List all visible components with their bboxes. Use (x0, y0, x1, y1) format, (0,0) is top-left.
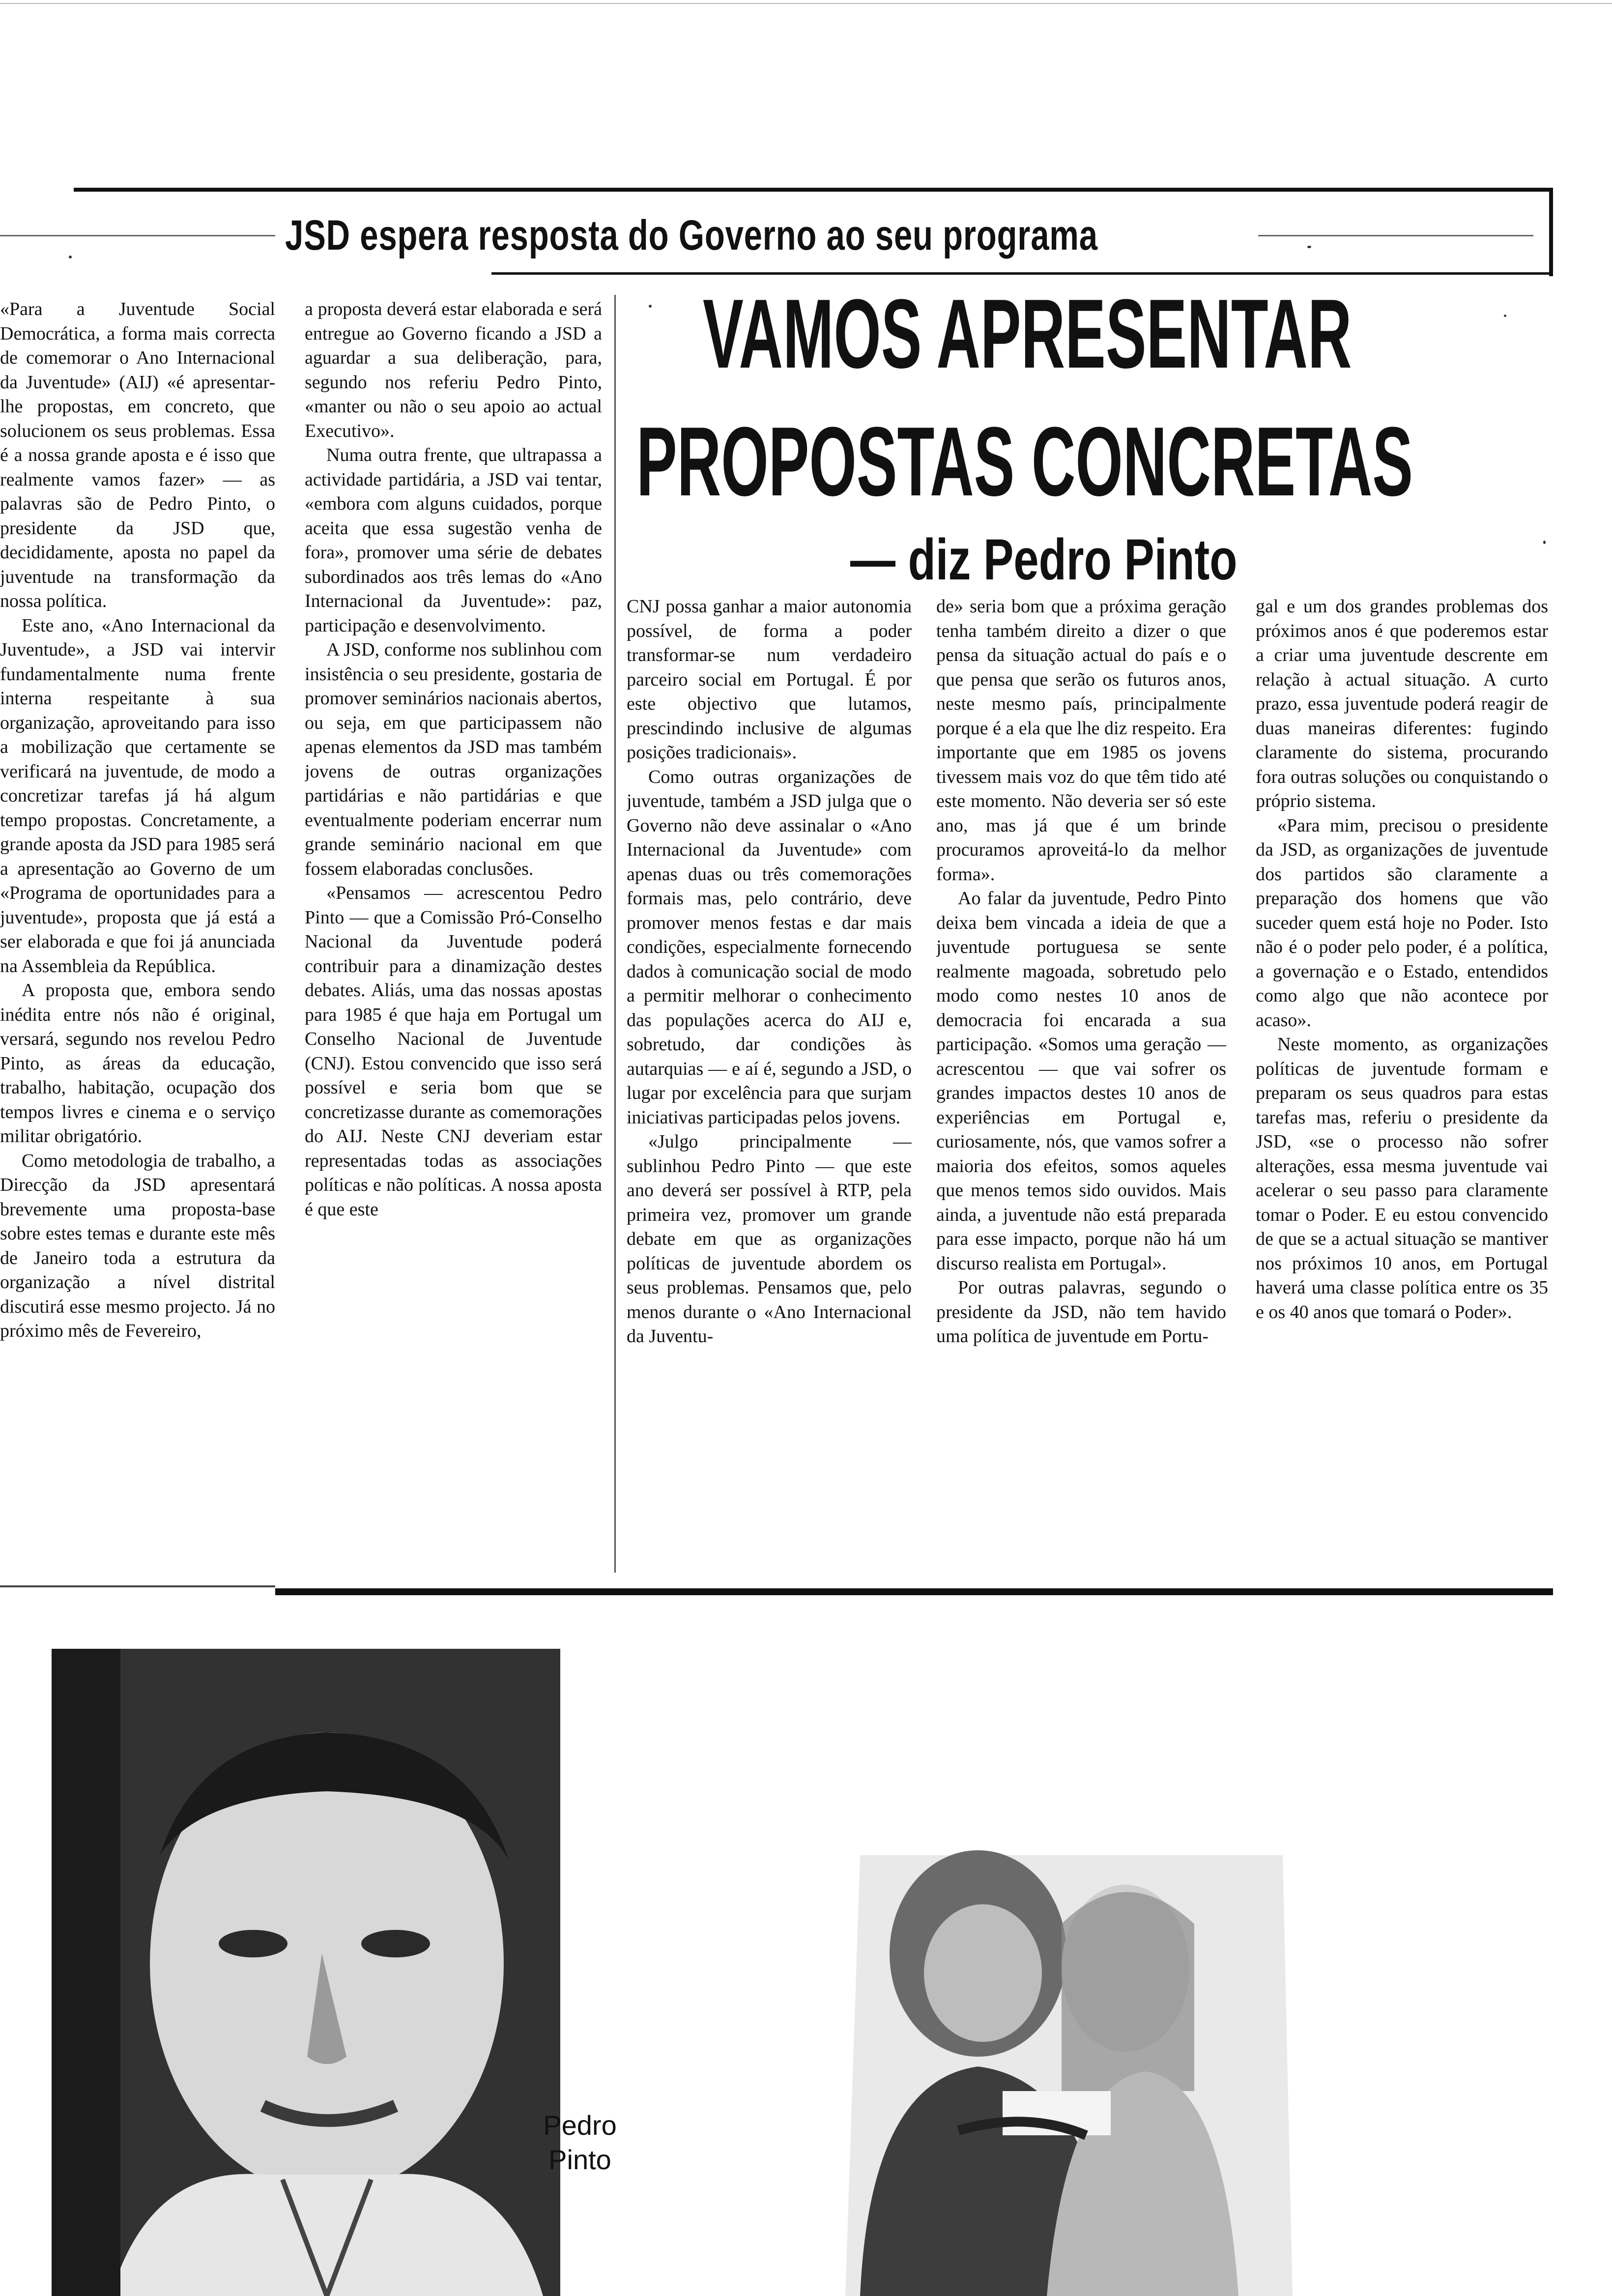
col5-paragraph: «Para mim, precisou o presidente da JSD, as organizações de juventude dos partidos são claramente a preparação dos homens que vão suceder quem está hoje no Poder. Isto não é o poder pelo poder, é a política, a governação e o Estado, entendidos como algo que não acontece por acaso». (1256, 815, 1548, 1031)
col4-paragraph: de» seria bom que a próxima geração tenha também direito a dizer o que pensa da situação actual do país e o que pensa que serão os futuros anos, neste mesmo país, principalmente porque é a ela que lhe diz respeito. Era importante que em 1985 os jovens tivessem mais voz do que têm tido até este momento. Não deveria ser só este ano, mas já que é um brinde procuramos aproveitá-lo da melhor forma». (936, 596, 1226, 885)
col4-paragraph: Por outras palavras, segundo o presidente da JSD, não tem havido uma política de juventude em Portu- (936, 1277, 1226, 1347)
print-speck (1504, 315, 1506, 317)
col1-paragraph: Este ano, «Ano Internacional da Juventude», a JSD vai intervir fundamentalmente numa frente interna respeitante à sua organização, aproveitando para isso a mobilização que certamente se verificará na juventude, de modo a concretizar tarefas já há algum tempo propostas. Concretamente, a grande aposta da JSD para 1985 será a apresentação ao Governo de um «Programa de oportunidades para a juventude», proposta que já está a ser elaborada e que foi já anunciada na Assembleia da República. (0, 615, 275, 976)
column-divider (614, 295, 616, 1573)
col2-paragraph: a proposta deverá estar elaborada e será entregue ao Governo ficando a JSD a aguardar a sua deliberação, para, segundo nos referiu Pedro Pinto, «manter ou não o seu apoio ao actual Executivo». (305, 299, 602, 441)
kicker-title: JSD espera resposta do Governo ao seu programa (285, 212, 1098, 259)
article-column-4 (936, 595, 1226, 1585)
portrait-photo (52, 1649, 560, 2296)
col5-paragraph: Neste momento, as organizações políticas de juventude formam e preparam os seus quadros para estas tarefas mas, referiu o presidente da JSD, «se o processo não sofrer alterações, essa mesma juventude vai acelerar o seu passo para claramente tomar o Poder. E eu estou convencido de que se a actual situação se mantiver nos próximos 10 anos, em Portugal haverá uma classe política entre os 35 e os 40 anos que tomará o Poder». (1256, 1034, 1548, 1322)
portrait-photo-graphic (52, 1649, 560, 2296)
article-column-2 (305, 297, 602, 1585)
print-speck (69, 256, 72, 258)
article-column-5 (1256, 595, 1548, 1585)
print-speck (1307, 246, 1311, 248)
col1-paragraph: A proposta que, embora sendo inédita entre nós não é original, versará, segundo nos revelou Pedro Pinto, as áreas da educação, trabalho, habitação, ocupação dos tempos livres e cinema e o serviço militar obrigatório. (0, 980, 275, 1147)
headline-line-2: PROPOSTAS CONCRETAS (636, 407, 1413, 517)
article-column-1 (0, 297, 275, 1585)
col2-paragraph: Numa outra frente, que ultrapassa a actividade partidária, a JSD vai tentar, «embora com alguns cuidados, porque aceita que essa sugestão venha de fora», promover uma série de debates subordinados aos três lemas do «Ano Internacional da Juventude»: paz, participação e desenvolvimento. (305, 445, 602, 636)
col5-paragraph: gal e um dos grandes problemas dos próximos anos é que poderemos estar a criar uma juventude descrente em relação à actual situação. A curto prazo, essa juventude poderá reagir de duas maneiras diferentes: fugindo claramente do sistema, procurando fora outras soluções ou conquistando o próprio sistema. (1256, 596, 1548, 811)
top-edge-mark (0, 3, 1612, 4)
col2-paragraph: A JSD, conforme nos sublinhou com insistência o seu presidente, gostaria de promover seminários nacionais abertos, ou seja, em que participassem não apenas elementos da JSD mas também jovens de outras organizações partidárias e não partidárias e que eventualmente poderiam encerrar num grande seminário nacional em que fossem elaboradas conclusões. (305, 639, 602, 879)
headline-byline: — diz Pedro Pinto (850, 527, 1238, 592)
kicker-bottom-rule (491, 272, 1553, 275)
group-photo (772, 1649, 1327, 2296)
col2-paragraph: «Pensamos — acrescentou Pedro Pinto — que a Comissão Pró-Conselho Nacional da Juventude poderá contribuir para a dinamização destes debates. Aliás, uma das nossas apostas para 1985 é que haja em Portugal um Conselho Nacional de Juventude (CNJ). Estou convencido que isso será possível e seria bom que se concretizasse durante as comemorações do AIJ. Neste CNJ deveriam estar representadas todas as associações políticas e não políticas. A nossa aposta é que este (305, 883, 602, 1220)
col1-paragraph: «Para a Juventude Social Democrática, a forma mais correcta de comemorar o Ano Internacional da Juventude» (AIJ) «é apresentar-lhe propostas, em concreto, que solucionem os seus problemas. Essa é a nossa grande aposta e é isso que realmente vamos fazer» — as palavras são de Pedro Pinto, o presidente da JSD que, decididamente, aposta no papel da juventude na transformação da nossa política. (0, 299, 275, 611)
kicker-right-rule (1549, 188, 1553, 276)
article-column-3 (627, 595, 912, 1585)
caption-line-2: Pinto (548, 2144, 611, 2175)
col4-paragraph: Ao falar da juventude, Pedro Pinto deixa bem vincada a ideia de que a juventude portuguesa se sente realmente magoada, sobretudo pelo modo como nestes 10 anos de democracia foi encarada a sua participação. «Somos uma geração — acrescentou — que vai sofrer os grandes impactos destes 10 anos de experiências em Portugal e, curiosamente, nós, que vamos sofrer a maioria dos efeitos, somos aqueles que menos temos sido ouvidos. Mais ainda, a juventude não está preparada para esse impacto, porque não há um discurso realista em Portugal». (936, 888, 1226, 1274)
print-speck (1543, 541, 1546, 544)
article-bottom-rule-thin (0, 1585, 275, 1587)
headline-line-1: VAMOS APRESENTAR (703, 279, 1352, 389)
kicker-right-dash (1258, 235, 1533, 236)
col3-paragraph: Como outras organizações de juventude, também a JSD julga que o Governo não deve assinalar o «Ano Internacional da Juventude» com apenas duas ou três comemorações formais mas, pelo contrário, deve promover menos festas e dar mais condições, especialmente fornecendo dados à comunicação social de modo a permitir melhorar o conhecimento das populações acerca do AIJ e, sobretudo, dar condições às autarquias — e aí é, segundo a JSD, o lugar por excelência para que surjam iniciativas participadas pelos jovens. (627, 766, 912, 1128)
group-photo-graphic (772, 1649, 1327, 2296)
photo-caption (531, 2108, 629, 2177)
col3-paragraph: CNJ possa ganhar a maior autonomia possível, de forma a poder transformar-se num verdadeiro parceiro social em Portugal. É por este objectivo que lutamos, prescindindo inclusive de algumas posições tradicionais». (627, 596, 912, 763)
article-bottom-rule (275, 1588, 1553, 1595)
kicker-top-rule (74, 188, 1553, 192)
print-speck (649, 305, 652, 308)
col1-paragraph: Como metodologia de trabalho, a Direcção da JSD apresentará brevemente uma proposta-base sobre estes temas e durante este mês de Janeiro toda a estrutura da organização a nível distrital discutirá esse mesmo projecto. Já no próximo mês de Fevereiro, (0, 1150, 275, 1341)
kicker-left-dash (0, 235, 275, 236)
caption-line-1: Pedro (543, 2110, 617, 2141)
col3-paragraph: «Julgo principalmente — sublinhou Pedro Pinto — que este ano deverá ser possível à RTP, pela primeira vez, promover um grande debate em que as organizações políticas de juventude abordem os seus problemas. Pensamos que, pelo menos durante o «Ano Internacional da Juventu- (627, 1131, 912, 1347)
